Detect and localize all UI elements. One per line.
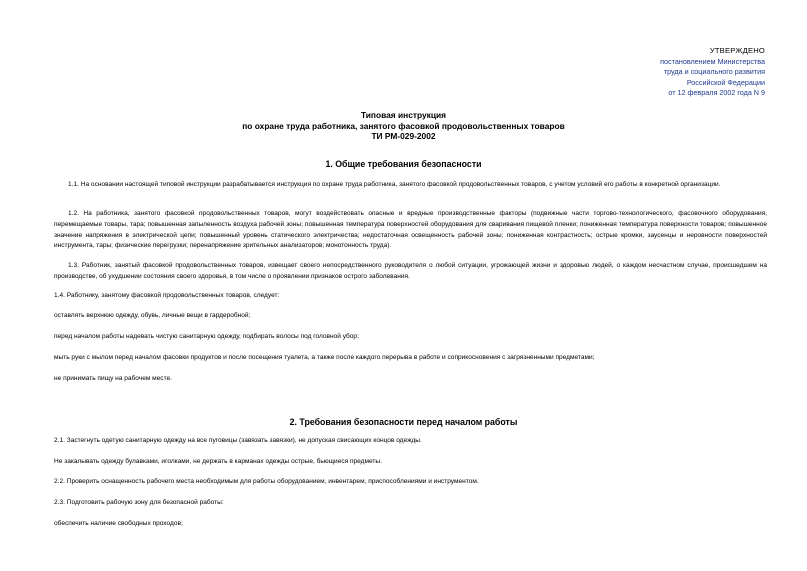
title-line: Типовая инструкция xyxy=(360,110,447,120)
paragraph: 1.1. На основании настоящей типовой инструкции разрабатывается инструкция по охране труда работника, занятого фасовкой продовольственных товаров, с учетом условий его работы в конкретной организации. xyxy=(68,181,721,188)
approval-line[interactable]: постановлением Министерства xyxy=(660,56,765,66)
document-title xyxy=(0,110,807,142)
list-item: не принимать пищу на рабочем месте. xyxy=(54,375,172,382)
list-item: оставлять верхнюю одежду, обувь, личные вещи в гардеробной; xyxy=(54,312,251,319)
approval-block xyxy=(660,46,765,99)
paragraph: 1.2. На работника, занятого фасовкой продовольственных товаров, могут воздействовать опасные и вредные производственные факторы (подвижные части торгово-технологического, фасовочного оборудования, перемещаемые товары, тара; повышенная запыленность воздуха рабочей зоны; повышенная температура поверхностей оборудования для сваривания пищевой пленки; пониженная температура поверхности товаров; повышенное значение напряжения в электрической цепи; повышенный уровень статического электричества; недостаточная освещенность рабочей зоны; пониженная контрастность; острые кромки, заусенцы и неровности поверхностей инструмента, тары; физические перегрузки; перенапряжение зрительных анализаторов; монотонность труда). xyxy=(54,210,767,250)
paragraph: 2.3. Подготовить рабочую зону для безопасной работы: xyxy=(54,499,224,506)
list-item: мыть руки с мылом перед началом фасовки продуктов и после посещения туалета, а также после каждого перерыва в работе и соприкосновения с загрязненными предметами; xyxy=(54,354,595,361)
list-item: обеспечить наличие свободных проходов; xyxy=(54,520,183,527)
approval-line[interactable]: от 12 февраля 2002 года N 9 xyxy=(668,88,765,98)
section-heading: 1. Общие требования безопасности xyxy=(325,159,482,169)
list-item: перед началом работы надевать чистую санитарную одежду, подбирать волосы под головной убор; xyxy=(54,333,359,340)
paragraph: 1.4. Работнику, занятому фасовкой продовольственных товаров, следует: xyxy=(54,292,280,299)
section-heading: 2. Требования безопасности перед началом работы xyxy=(289,417,518,427)
paragraph: 2.1. Застегнуть одетую санитарную одежду на все пуговицы (завязать завязки), не допуская свисающих концов одежды. xyxy=(54,437,422,444)
approval-line[interactable]: труда и социального развития xyxy=(663,67,765,77)
paragraph: 2.2. Проверить оснащенность рабочего места необходимым для работы оборудованием, инвентарем, приспособлениями и инструментом. xyxy=(54,478,479,485)
approval-heading: УТВЕРЖДЕНО xyxy=(709,46,765,55)
approval-line[interactable]: Российской Федерации xyxy=(686,77,765,87)
title-line: по охране труда работника, занятого фасовкой продовольственных товаров xyxy=(242,120,565,131)
paragraph: Не закалывать одежду булавками, иголками, не держать в карманах одежды острые, бьющиеся предметы. xyxy=(54,458,382,465)
paragraph: 1.3. Работник, занятый фасовкой продовольственных товаров, извещает своего непосредственного руководителя о любой ситуации, угрожающей жизни и здоровью людей, о каждом несчастном случае, происшедшем на производстве, об ухудшении состояния своего здоровья, в том числе о проявлении признаков острого заболевания. xyxy=(54,262,767,280)
title-line: ТИ РМ-029-2002 xyxy=(371,131,436,142)
